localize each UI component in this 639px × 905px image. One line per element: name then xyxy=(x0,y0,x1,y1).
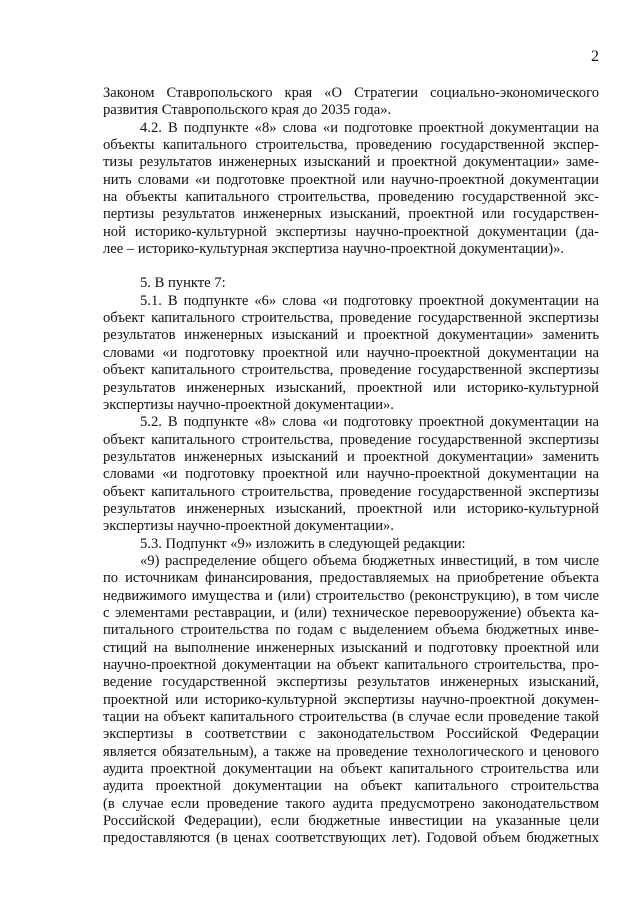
text-line: аудита проектной документации на объект капитального строительства xyxy=(103,778,599,795)
text-line: тации на объект капитального строительства (в случае если проведение такой xyxy=(103,709,599,726)
text-line: (в случае если проведение такого аудита предусмотрено законодательством xyxy=(103,795,599,812)
text-line: по источникам финансирования, предоставляемых на приобретение объекта xyxy=(103,570,599,587)
text-line: на объекты капитального строительства, проведению государственной экс- xyxy=(103,189,599,206)
text-line: экспертизы в соответствии с законодательством Российской Федерации xyxy=(103,726,599,743)
text-line: с элементами реставрации, и (или) техническое перевооружение) объекта ка- xyxy=(103,604,599,621)
text-line: аудита проектной документации на объект капитального строительства или xyxy=(103,761,599,778)
text-line: недвижимого имущества и (или) строительство (реконструкцию), в том числе xyxy=(103,587,599,604)
text-line: лее – историко-культурная экспертиза научно-проектной документации)». xyxy=(103,241,565,258)
text-line: объект капитального строительства, проведение государственной экспертизы xyxy=(103,310,599,327)
text-line: объект капитального строительства, проведение государственной экспертизы xyxy=(103,483,599,500)
text-line: объект капитального строительства, проведение государственной экспертизы xyxy=(103,431,599,448)
text-line: ной историко-культурной экспертизы научно-проектной документации (да- xyxy=(103,223,599,240)
paragraph-gap xyxy=(103,258,599,275)
text-line: «9) распределение общего объема бюджетных инвестиций, в том числе xyxy=(140,552,599,569)
text-line: объект капитального строительства, проведение государственной экспертизы xyxy=(103,362,599,379)
text-line: 5.2. В подпункте «8» слова «и подготовку проектной документации на xyxy=(140,414,599,431)
text-line: результатов инженерных изысканий, проектной или историко-культурной xyxy=(103,379,599,396)
text-line: 4.2. В подпункте «8» слова «и подготовке проектной документации на xyxy=(140,119,599,136)
text-line: словами «и подготовку проектной или научно-проектной документации на xyxy=(103,344,599,361)
text-line: является обязательным), а также на проведение технологического и ценового xyxy=(103,743,599,760)
text-line: Российской Федерации), если бюджетные инвестиции на указанные цели xyxy=(103,813,599,830)
text-line: экспертизы научно-проектной документации». xyxy=(103,396,394,413)
text-line: результатов инженерных изысканий и проектной документации» заменить xyxy=(103,448,599,465)
text-line: результатов инженерных изысканий, проектной или историко-культурной xyxy=(103,500,599,517)
text-line: экспертизы научно-проектной документации». xyxy=(103,518,394,535)
text-line: тизы результатов инженерных изысканий и проектной документации» заме- xyxy=(103,154,599,171)
text-line: объекты капитального строительства, проведению государственной экспер- xyxy=(103,137,599,154)
text-line: научно-проектной документации на объект капитального строительства, про- xyxy=(103,657,599,673)
text-line: 5.3. Подпункт «9» изложить в следующей редакции: xyxy=(140,535,466,552)
text-line: предоставляются (в ценах соответствующих лет). Годовой объем бюджетных xyxy=(103,830,599,847)
text-line: нить словами «и подготовке проектной или научно-проектной документации xyxy=(103,171,599,188)
text-line: пертизы результатов инженерных изысканий, проектной или государствен- xyxy=(103,206,599,223)
page-number: 2 xyxy=(591,48,599,65)
text-line: 5. В пункте 7: xyxy=(140,275,226,292)
text-line: питального строительства по годам с выделением объема бюджетных инве- xyxy=(103,622,599,639)
text-line: проектной или историко-культурной экспертизы научно-проектной докумен- xyxy=(103,691,599,708)
text-line: стиций на выполнение инженерных изысканий и подготовку проектной или xyxy=(103,639,599,656)
text-line: развития Ставропольского края до 2035 года». xyxy=(103,102,392,119)
text-line: Законом Ставропольского края «О Стратегии социально-экономического xyxy=(103,85,599,101)
text-line: результатов инженерных изысканий и проектной документации» заменить xyxy=(103,327,599,344)
document-body xyxy=(103,85,599,848)
text-line: ведение государственной экспертизы результатов инженерных изысканий, xyxy=(103,674,599,691)
text-line: словами «и подготовку проектной или научно-проектной документации на xyxy=(103,466,599,483)
text-line: 5.1. В подпункте «6» слова «и подготовку проектной документации на xyxy=(140,292,599,309)
